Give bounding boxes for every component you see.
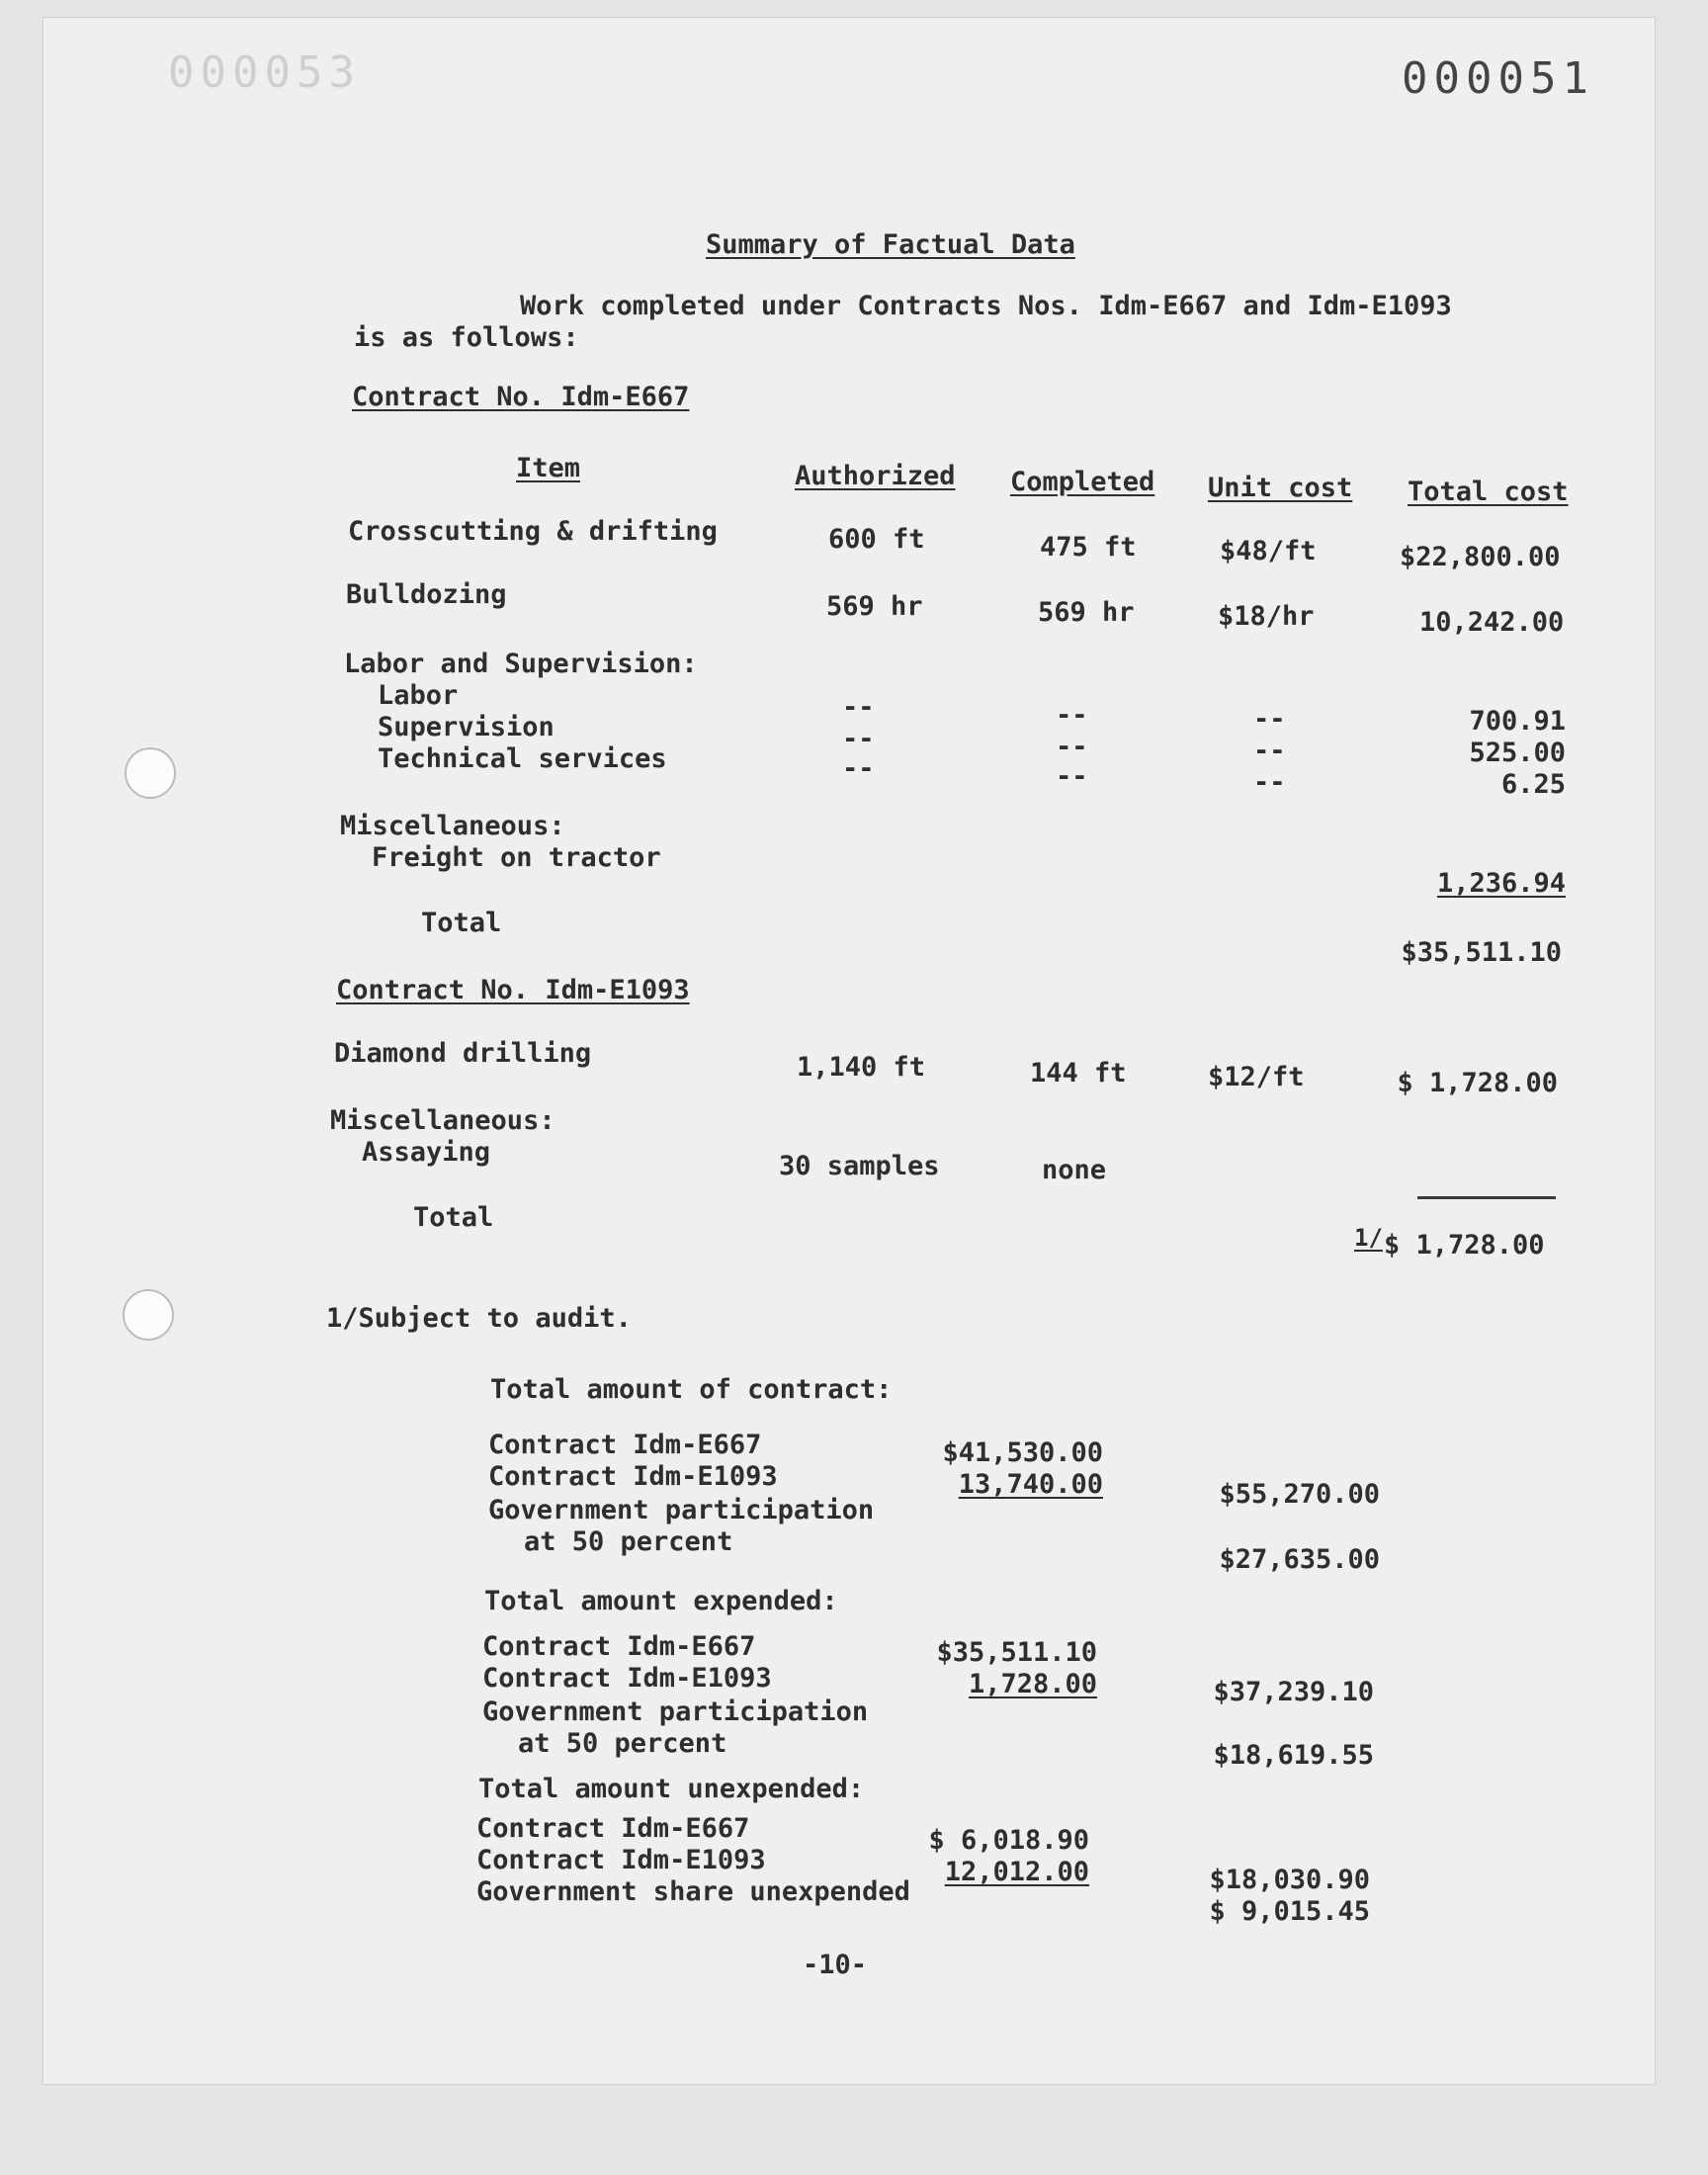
misc-item: Assaying — [362, 1137, 491, 1168]
row-authorized: 600 ft — [828, 524, 925, 555]
dash: -- — [1253, 704, 1286, 735]
summary-line-label: Contract Idm-E667 — [476, 1813, 750, 1844]
row-unit-cost: $48/ft — [1220, 536, 1317, 566]
labor-item: Labor — [378, 680, 459, 711]
row-unit-cost: $18/hr — [1218, 601, 1315, 632]
col-header-total-cost: Total cost — [1408, 477, 1569, 507]
gov-participation-value: $27,635.00 — [1219, 1544, 1380, 1575]
summary-line-amount: 13,740.00 — [958, 1469, 1103, 1500]
gov-share-value: $ 9,015.45 — [1209, 1896, 1370, 1927]
summary-line-amount: 1,728.00 — [968, 1669, 1097, 1699]
col-header-unit-cost: Unit cost — [1208, 473, 1353, 503]
dash: -- — [1056, 700, 1088, 731]
bleed-through-number: 000053 — [168, 47, 361, 98]
page-number: -10- — [803, 1950, 868, 1980]
total-label: Total — [421, 908, 502, 938]
footnote-marker: 1/ — [1354, 1224, 1383, 1252]
row-authorized: 569 hr — [826, 591, 923, 622]
gov-share-label: Government share unexpended — [476, 1876, 910, 1907]
page-title: Summary of Factual Data — [706, 229, 1075, 260]
labor-item: Supervision — [378, 712, 555, 742]
summary-sum: $37,239.10 — [1213, 1677, 1374, 1707]
dash: -- — [1253, 767, 1286, 798]
labor-heading: Labor and Supervision: — [344, 649, 698, 679]
contract2-heading: Contract No. Idm-E1093 — [336, 975, 690, 1005]
summary-line-label: Contract Idm-E667 — [482, 1631, 756, 1662]
misc-heading: Miscellaneous: — [340, 811, 565, 841]
summary-line-amount: $41,530.00 — [942, 1437, 1103, 1468]
summary-line-amount: $35,511.10 — [936, 1637, 1097, 1668]
col-header-authorized: Authorized — [795, 461, 956, 491]
row-authorized: 1,140 ft — [797, 1052, 926, 1083]
col-header-completed: Completed — [1010, 467, 1155, 497]
labor-total: 525.00 — [1469, 738, 1566, 768]
gov-participation-label: Government participation — [488, 1495, 875, 1525]
dash: -- — [842, 724, 875, 754]
row-total-cost: $ 1,728.00 — [1397, 1068, 1558, 1098]
summary-heading: Total amount of contract: — [490, 1374, 893, 1405]
dash: -- — [1056, 761, 1088, 792]
gov-participation-label: Government participation — [482, 1696, 869, 1727]
row-total-cost: $22,800.00 — [1400, 542, 1561, 572]
summary-line-amount: $ 6,018.90 — [928, 1825, 1089, 1856]
labor-total: 6.25 — [1500, 769, 1566, 800]
intro-line-1: Work completed under Contracts Nos. Idm-E667 and Idm-E1093 — [520, 291, 1452, 321]
labor-total: 700.91 — [1469, 706, 1566, 737]
summary-line-label: Contract Idm-E1093 — [488, 1461, 778, 1492]
punch-hole — [125, 747, 176, 799]
dash: -- — [1056, 732, 1088, 762]
misc-authorized: 30 samples — [779, 1151, 940, 1181]
col-header-item: Item — [516, 453, 581, 483]
dash: -- — [1253, 736, 1286, 766]
row-item: Diamond drilling — [334, 1038, 592, 1069]
gov-participation-label: at 50 percent — [524, 1526, 733, 1557]
intro-line-2: is as follows: — [354, 322, 579, 353]
row-item: Crosscutting & drifting — [348, 516, 718, 547]
row-completed: 475 ft — [1040, 532, 1137, 563]
punch-hole — [123, 1289, 174, 1341]
gov-participation-value: $18,619.55 — [1213, 1740, 1374, 1771]
footnote: 1/Subject to audit. — [326, 1303, 632, 1334]
row-completed: 569 hr — [1038, 597, 1135, 628]
misc-completed: none — [1042, 1155, 1107, 1185]
summary-sum: $18,030.90 — [1209, 1865, 1370, 1895]
contract1-heading: Contract No. Idm-E667 — [352, 382, 690, 412]
row-item: Bulldozing — [346, 579, 507, 610]
total-label: Total — [413, 1202, 494, 1233]
summary-heading: Total amount expended: — [484, 1586, 838, 1616]
summary-sum: $55,270.00 — [1219, 1479, 1380, 1510]
summary-line-label: Contract Idm-E1093 — [476, 1845, 766, 1875]
misc-total: 1,236.94 — [1436, 868, 1566, 899]
contract2-total: $ 1,728.00 — [1384, 1230, 1545, 1261]
labor-item: Technical services — [378, 743, 667, 774]
contract1-total: $35,511.10 — [1401, 937, 1562, 968]
total-rule — [1417, 1196, 1556, 1199]
row-unit-cost: $12/ft — [1208, 1062, 1305, 1092]
misc-heading: Miscellaneous: — [330, 1105, 555, 1136]
misc-item: Freight on tractor — [372, 842, 661, 873]
row-completed: 144 ft — [1030, 1058, 1127, 1088]
gov-participation-label: at 50 percent — [518, 1728, 727, 1759]
dash: -- — [842, 692, 875, 723]
summary-heading: Total amount unexpended: — [478, 1774, 865, 1804]
document-number: 000051 — [1402, 53, 1594, 104]
dash: -- — [842, 753, 875, 784]
summary-line-amount: 12,012.00 — [944, 1857, 1089, 1887]
summary-line-label: Contract Idm-E1093 — [482, 1663, 772, 1694]
row-total-cost: 10,242.00 — [1419, 607, 1565, 638]
summary-line-label: Contract Idm-E667 — [488, 1430, 762, 1460]
